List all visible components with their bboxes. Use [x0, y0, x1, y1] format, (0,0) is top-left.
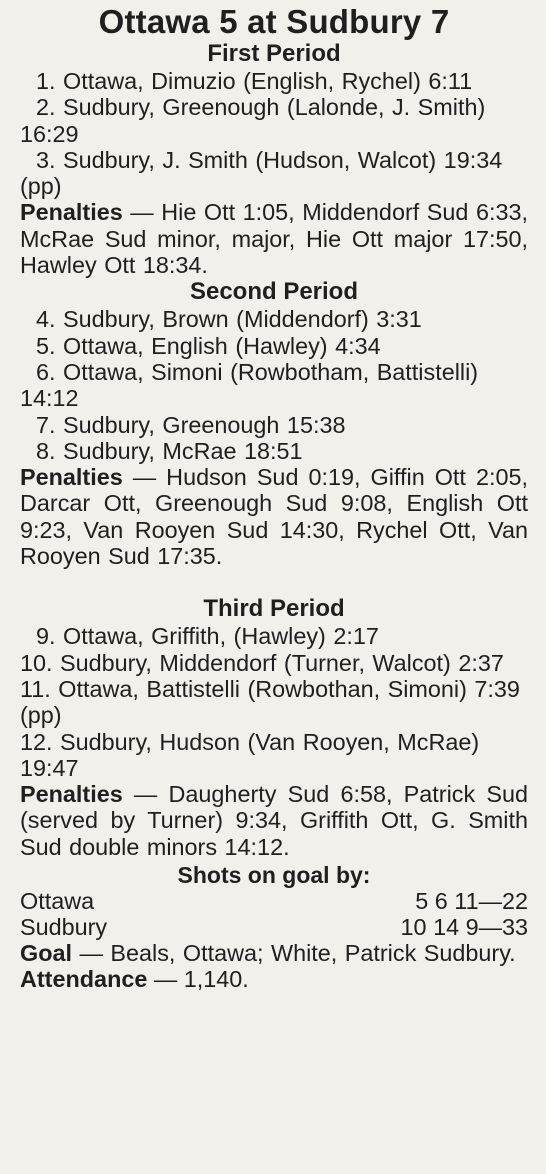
game-title: Ottawa 5 at Sudbury 7 — [98, 3, 450, 40]
shots-team: Ottawa — [20, 888, 95, 915]
period-heading-third: Third Period — [203, 595, 345, 623]
goal-entry: 5. Ottawa, English (Hawley) 4:34 — [36, 332, 381, 359]
penalties-second — [20, 464, 528, 569]
goal-entry: 9. Ottawa, Griffith, (Hawley) 2:17 — [36, 623, 379, 650]
shots-row — [20, 888, 528, 914]
goal-entry: 7. Sudbury, Greenough 15:38 — [36, 411, 346, 438]
goal-entry: 11. Ottawa, Battistelli (Rowbothan, Simoni) 7:39 (pp) — [20, 675, 520, 729]
goal-label: Goal — [20, 940, 72, 967]
penalties-label: Penalties — [20, 464, 123, 491]
penalties-text: — Daugherty Sud 6:58, Patrick Sud (served by Turner) 9:34, Griffith Ott, G. Smith Sud double minors 14:12. — [20, 781, 528, 860]
attendance-text: — 1,140. — [147, 966, 249, 993]
goal-entry: 10. Sudbury, Middendorf (Turner, Walcot) 2:37 — [20, 649, 504, 676]
shots-row — [20, 914, 528, 940]
shots-heading: Shots on goal by: — [177, 862, 371, 889]
penalties-label: Penalties — [20, 199, 123, 226]
penalties-first — [20, 199, 528, 278]
goal-text: — Beals, Ottawa; White, Patrick Sudbury. — [72, 940, 516, 967]
period-heading-first: First Period — [207, 40, 341, 67]
shots-values: 10 14 9—33 — [400, 914, 528, 941]
penalties-label: Penalties — [20, 781, 123, 808]
attendance-line — [20, 966, 528, 992]
period-heading-second: Second Period — [189, 278, 359, 306]
goal-entry: 12. Sudbury, Hudson (Van Rooyen, McRae) 19:47 — [20, 728, 480, 781]
goalies-line — [20, 940, 528, 966]
attendance-label: Attendance — [20, 966, 148, 993]
penalties-text: — Hudson Sud 0:19, Giffin Ott 2:05, Darcar Ott, Greenough Sud 9:08, English Ott 9:23, Van Rooyen Sud 14:30, Rychel Ott, Van Rooyen Sud 17:35. — [20, 464, 528, 570]
shots-team: Sudbury — [20, 914, 108, 941]
penalties-third — [20, 781, 528, 860]
goal-entry: 2. Sudbury, Greenough (Lalonde, J. Smith) 16:29 — [20, 94, 486, 147]
goal-entry: 1. Ottawa, Dimuzio (English, Rychel) 6:11 — [36, 68, 473, 94]
shots-values: 5 6 11—22 — [415, 888, 528, 915]
goal-entry: 8. Sudbury, McRae 18:51 — [36, 437, 303, 464]
penalties-text: — Hie Ott 1:05, Middendorf Sud 6:33, McRae Sud minor, major, Hie Ott major 17:50, Hawley Ott 18:34. — [20, 199, 528, 279]
goal-entry: 4. Sudbury, Brown (Middendorf) 3:31 — [36, 306, 422, 333]
goal-entry: 3. Sudbury, J. Smith (Hudson, Walcot) 19:34 (pp) — [20, 146, 503, 200]
goal-entry: 6. Ottawa, Simoni (Rowbotham, Battistelli) 14:12 — [20, 358, 479, 412]
